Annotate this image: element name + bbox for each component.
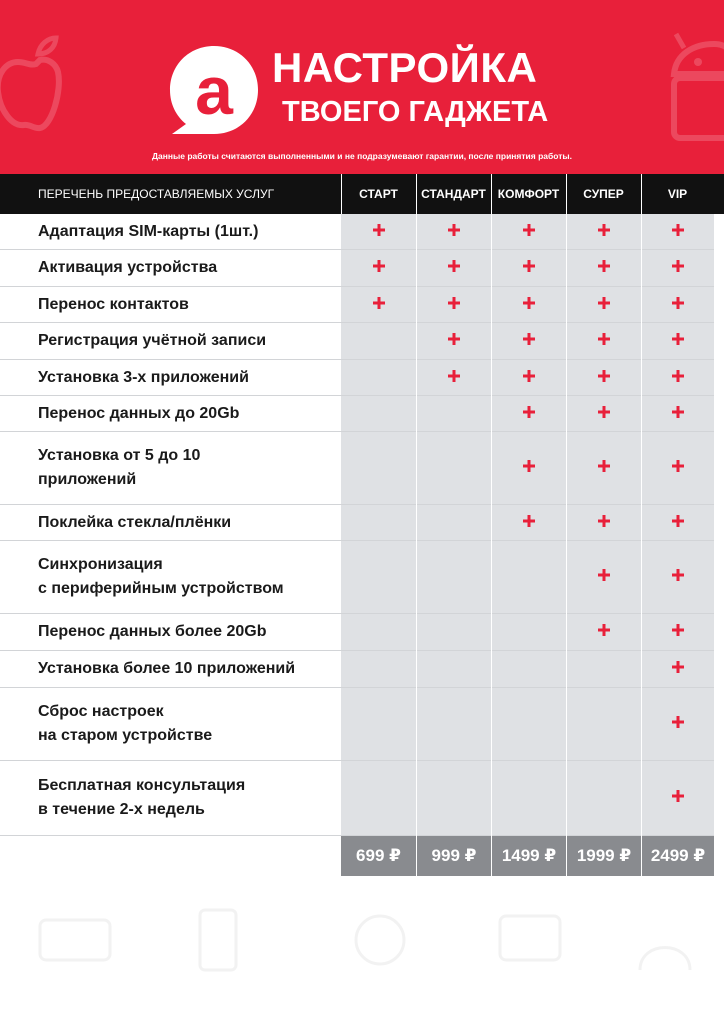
service-label-text: Бесплатная консультация в течение 2-х недель <box>38 777 246 818</box>
service-label-text: Перенос данных более 20Gb <box>38 623 267 640</box>
plus-icon <box>523 296 535 314</box>
header-separator <box>341 174 342 214</box>
plan-cell <box>491 614 566 650</box>
plan-cell <box>416 614 491 650</box>
table-row <box>0 541 714 614</box>
header-separator <box>416 174 417 214</box>
plus-icon <box>598 369 610 387</box>
plus-icon <box>523 332 535 350</box>
plan-cell <box>341 651 416 687</box>
plan-cell <box>341 323 416 359</box>
service-label <box>38 323 338 359</box>
plan-cell <box>341 396 416 431</box>
plan-cell <box>491 688 566 760</box>
apple-icon <box>0 30 70 150</box>
table-row <box>0 505 714 541</box>
service-label <box>38 432 338 504</box>
plus-icon <box>672 623 684 641</box>
service-label <box>38 250 338 286</box>
plan-cell <box>566 323 641 359</box>
price-3: 1499 ₽ <box>492 836 566 876</box>
plan-cell <box>566 360 641 395</box>
plus-icon <box>598 459 610 477</box>
title-line-2: ТВОЕГО ГАДЖЕТА <box>282 96 549 128</box>
plan-cell <box>341 688 416 760</box>
plan-cell <box>641 651 714 687</box>
plus-icon <box>672 568 684 586</box>
column-line <box>641 214 642 836</box>
plan-cell <box>491 360 566 395</box>
plan-cell <box>341 432 416 504</box>
plus-icon <box>598 514 610 532</box>
plus-icon <box>598 405 610 423</box>
plan-cell <box>416 541 491 613</box>
table-row <box>0 360 714 396</box>
plan-cell <box>491 761 566 835</box>
plan-cell <box>641 541 714 613</box>
service-label <box>38 614 338 650</box>
service-label <box>38 651 338 687</box>
table-row <box>0 614 714 651</box>
plan-cell <box>641 688 714 760</box>
price-2: 999 ₽ <box>417 836 491 876</box>
plan-cell <box>641 250 714 286</box>
plus-icon <box>598 259 610 277</box>
table-row <box>0 214 714 250</box>
price-4: 1999 ₽ <box>567 836 641 876</box>
plus-icon <box>523 459 535 477</box>
plan-cell <box>491 505 566 540</box>
service-label <box>38 360 338 395</box>
column-line <box>566 214 567 836</box>
plan-cell <box>566 250 641 286</box>
table-header <box>0 174 724 214</box>
logo-letter: a <box>195 53 233 129</box>
plus-icon <box>523 369 535 387</box>
plus-icon <box>672 296 684 314</box>
plan-header-3: КОМФОРТ <box>497 187 560 201</box>
plus-icon <box>672 514 684 532</box>
plan-cell <box>491 541 566 613</box>
service-label <box>38 505 338 540</box>
table-row <box>0 323 714 360</box>
disclaimer-text: Данные работы считаются выполненными и не подразумевают гарантии, после принятия работы. <box>151 151 573 161</box>
services-column-header: ПЕРЕЧЕНЬ ПРЕДОСТАВЛЯЕМЫХ УСЛУГ <box>38 187 275 201</box>
table-row <box>0 651 714 688</box>
plan-header-1: СТАРТ <box>359 187 398 201</box>
plan-cell <box>641 614 714 650</box>
table-row <box>0 396 714 432</box>
plan-cell <box>566 396 641 431</box>
plan-cell <box>566 214 641 249</box>
service-label-text: Синхронизация с периферийным устройством <box>38 556 284 597</box>
plan-cell <box>341 541 416 613</box>
plan-cell <box>416 651 491 687</box>
plan-cell <box>566 651 641 687</box>
plan-cell <box>491 432 566 504</box>
service-label-text: Перенос контактов <box>38 295 189 313</box>
brand-logo-icon <box>168 44 260 136</box>
plan-cell <box>641 214 714 249</box>
plus-icon <box>448 296 460 314</box>
plan-cell <box>641 505 714 540</box>
title-line-1: НАСТРОЙКА <box>272 44 538 91</box>
plus-icon <box>672 223 684 241</box>
android-icon <box>664 30 724 150</box>
plan-cell <box>566 614 641 650</box>
plan-cell <box>416 396 491 431</box>
plan-cell <box>341 360 416 395</box>
header-banner <box>0 0 724 174</box>
plan-cell <box>566 287 641 322</box>
column-line <box>491 214 492 836</box>
plan-cell <box>416 214 491 249</box>
service-label <box>38 287 338 322</box>
plus-icon <box>523 223 535 241</box>
plan-cell <box>416 287 491 322</box>
plus-icon <box>448 223 460 241</box>
plus-icon <box>523 259 535 277</box>
plus-icon <box>598 332 610 350</box>
plus-icon <box>373 296 385 314</box>
plan-cell <box>491 287 566 322</box>
plan-cell <box>641 396 714 431</box>
plan-cell <box>341 214 416 249</box>
service-label-text: Перенос данных до 20Gb <box>38 404 240 422</box>
plan-header-5: VIP <box>667 187 688 201</box>
table-row <box>0 432 714 505</box>
plan-cell <box>341 761 416 835</box>
column-line <box>416 214 417 836</box>
service-label <box>38 761 338 835</box>
plus-icon <box>672 332 684 350</box>
header-separator <box>491 174 492 214</box>
price-1: 699 ₽ <box>341 836 416 876</box>
plan-cell <box>416 688 491 760</box>
plan-cell <box>566 505 641 540</box>
plan-cell <box>641 432 714 504</box>
plan-header-4: СУПЕР <box>583 187 624 201</box>
plan-cell <box>416 250 491 286</box>
plan-cell <box>416 432 491 504</box>
plan-cell <box>416 323 491 359</box>
plus-icon <box>598 296 610 314</box>
plan-cell <box>491 651 566 687</box>
plus-icon <box>373 259 385 277</box>
plan-cell <box>341 250 416 286</box>
table-row <box>0 287 714 323</box>
plus-icon <box>448 332 460 350</box>
service-label-text: Установка более 10 приложений <box>38 660 296 677</box>
plus-icon <box>448 259 460 277</box>
service-label-text: Установка от 5 до 10 приложений <box>38 447 201 488</box>
service-label <box>38 541 338 613</box>
plan-cell <box>641 287 714 322</box>
plus-icon <box>598 223 610 241</box>
plan-cell <box>416 761 491 835</box>
plus-icon <box>373 223 385 241</box>
plan-cell <box>341 287 416 322</box>
plan-cell <box>491 323 566 359</box>
plan-cell <box>641 323 714 359</box>
service-label-text: Поклейка стекла/плёнки <box>38 513 232 531</box>
plan-cell <box>641 360 714 395</box>
plus-icon <box>598 623 610 641</box>
plus-icon <box>672 259 684 277</box>
plus-icon <box>598 568 610 586</box>
service-label-text: Регистрация учётной записи <box>38 332 267 349</box>
plus-icon <box>672 715 684 733</box>
header-separator <box>641 174 642 214</box>
plan-cell <box>566 541 641 613</box>
plan-cell <box>641 761 714 835</box>
table-row <box>0 761 714 836</box>
service-label <box>38 396 338 431</box>
plan-cell <box>341 505 416 540</box>
plus-icon <box>672 459 684 477</box>
plus-icon <box>672 369 684 387</box>
table-row <box>0 688 714 761</box>
plan-cell <box>491 250 566 286</box>
service-label-text: Установка 3-х приложений <box>38 368 249 386</box>
plan-cell <box>566 688 641 760</box>
plus-icon <box>448 369 460 387</box>
price-5: 2499 ₽ <box>642 836 714 876</box>
plus-icon <box>672 660 684 678</box>
table-row <box>0 250 714 287</box>
plus-icon <box>523 405 535 423</box>
plan-cell <box>491 396 566 431</box>
plan-cell <box>566 432 641 504</box>
service-label-text: Сброс настроек на старом устройстве <box>38 703 213 744</box>
plan-cell <box>416 360 491 395</box>
plus-icon <box>523 514 535 532</box>
plan-cell <box>566 761 641 835</box>
service-label <box>38 688 338 760</box>
header-separator <box>566 174 567 214</box>
plan-header-2: СТАНДАРТ <box>421 187 486 201</box>
plan-cell <box>416 505 491 540</box>
plus-icon <box>672 405 684 423</box>
plus-icon <box>672 789 684 807</box>
service-label-text: Адаптация SIM-карты (1шт.) <box>38 222 259 240</box>
service-label-text: Активация устройства <box>38 259 218 276</box>
gadget-pattern <box>0 880 724 1024</box>
plan-cell <box>341 614 416 650</box>
plan-cell <box>491 214 566 249</box>
service-label <box>38 214 338 249</box>
